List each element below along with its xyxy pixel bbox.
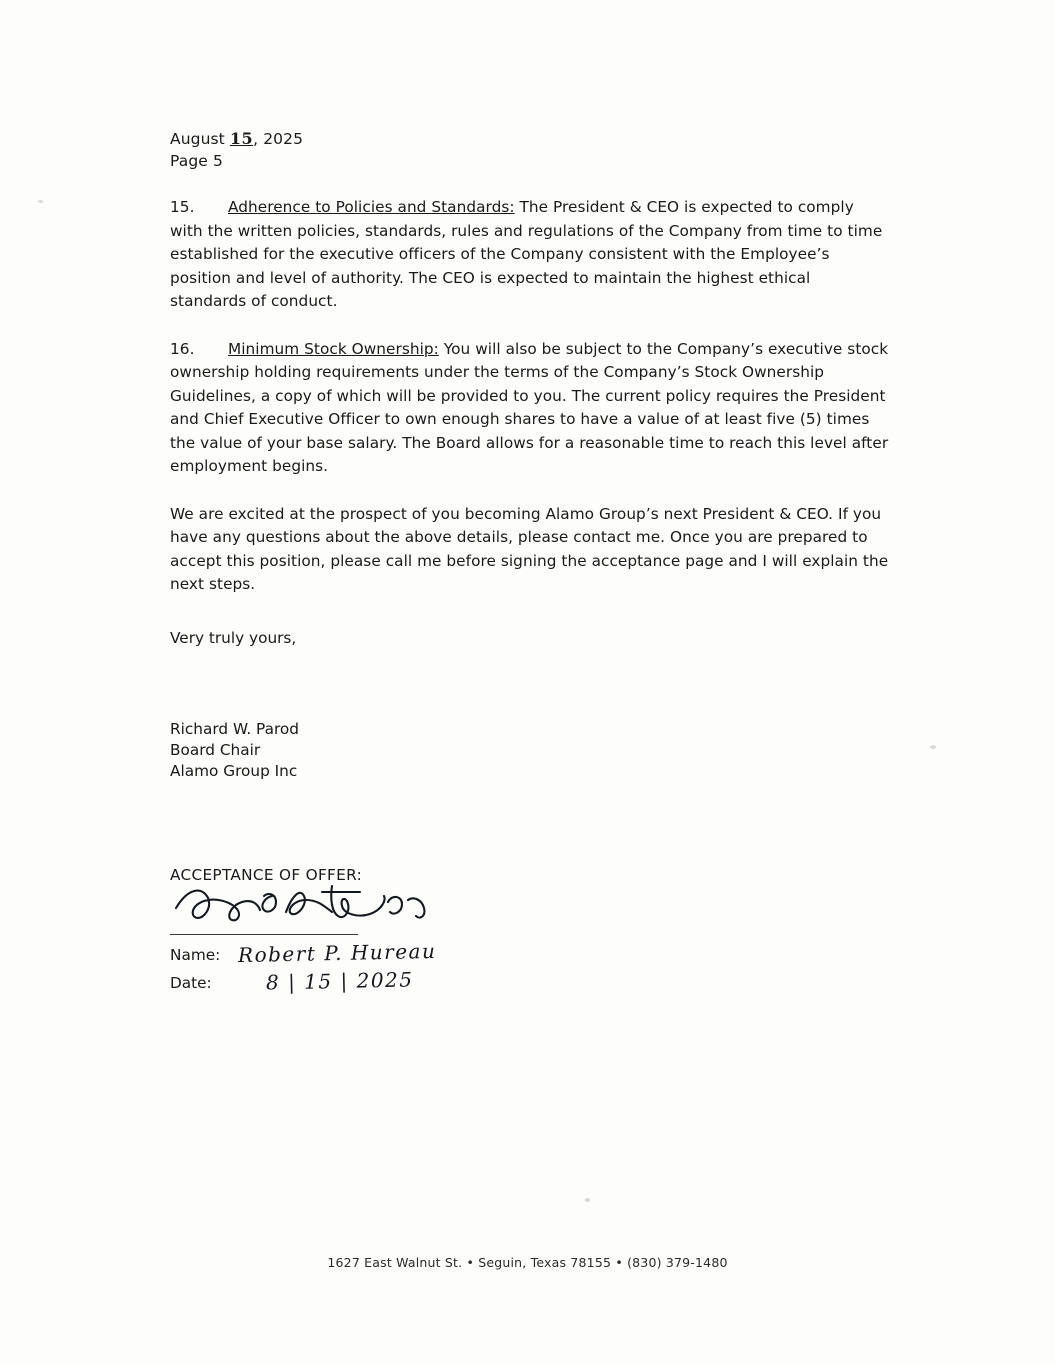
acceptance-name-label: Name: [170, 945, 221, 964]
clause-15 [170, 196, 890, 314]
acceptance-date-label: Date: [170, 973, 212, 992]
acceptance-name-value: Robert P. Hureau [237, 938, 437, 967]
letter-date-prefix: August [170, 130, 230, 148]
letter-date-suffix: , 2025 [253, 130, 304, 148]
clause-16-heading: Minimum Stock Ownership: [228, 339, 439, 358]
signer-block [170, 719, 890, 782]
page-label: Page 5 [170, 152, 223, 170]
signer-title: Board Chair [170, 740, 261, 759]
acceptance-heading: ACCEPTANCE OF OFFER: [170, 865, 363, 884]
signer-name: Richard W. Parod [170, 719, 299, 738]
clause-16-number: 16. [170, 339, 195, 358]
closing-paragraph: We are excited at the prospect of you becoming Alamo Group’s next President & CEO. If you have any questions about the above details, please contact me. Once you are prepared to accept this position, please call me before signing the acceptance page and I will explain the next steps. [170, 504, 889, 593]
clause-15-number: 15. [170, 198, 195, 216]
clause-15-heading: Adherence to Policies and Standards: [228, 198, 515, 216]
acceptance-name-row [170, 940, 890, 968]
scan-artifact [585, 1198, 590, 1202]
clause-16 [170, 338, 890, 479]
letter-body [170, 128, 890, 996]
clause-16-body: You will also be subject to the Company’s executive stock ownership holding requirements under the terms of the Company’s Stock Ownership Guidelines, a copy of which will be provided to you. The current policy requires the President and Chief Executive Officer to own enough shares to have a value of at least five (5) times the value of your base salary. The Board allows for a reasonable time to reach this level after employment begins. [170, 339, 889, 475]
signer-company: Alamo Group Inc [170, 761, 298, 780]
signature-scrawl [172, 878, 432, 938]
acceptance-signature-area [170, 940, 890, 996]
valediction: Very truly yours, [170, 628, 297, 647]
page-footer: 1627 East Walnut St. • Seguin, Texas 78155 • (830) 379-1480 [327, 1255, 728, 1270]
scan-artifact [930, 745, 936, 749]
letter-date-handwritten: 15 [229, 129, 254, 148]
signature-line [170, 934, 358, 935]
clause-15-body: The President & CEO is expected to comply with the written policies, standards, rules and regulations of the Company from time to time established for the executive officers of the Company consistent with the Employee’s position and level of authority. The CEO is expected to maintain the highest ethical standards of conduct. [170, 198, 883, 310]
letter-date [170, 128, 890, 150]
acceptance-date-row [170, 968, 890, 996]
scan-artifact [38, 200, 43, 203]
acceptance-date-value: 8 | 15 | 2025 [265, 966, 414, 995]
